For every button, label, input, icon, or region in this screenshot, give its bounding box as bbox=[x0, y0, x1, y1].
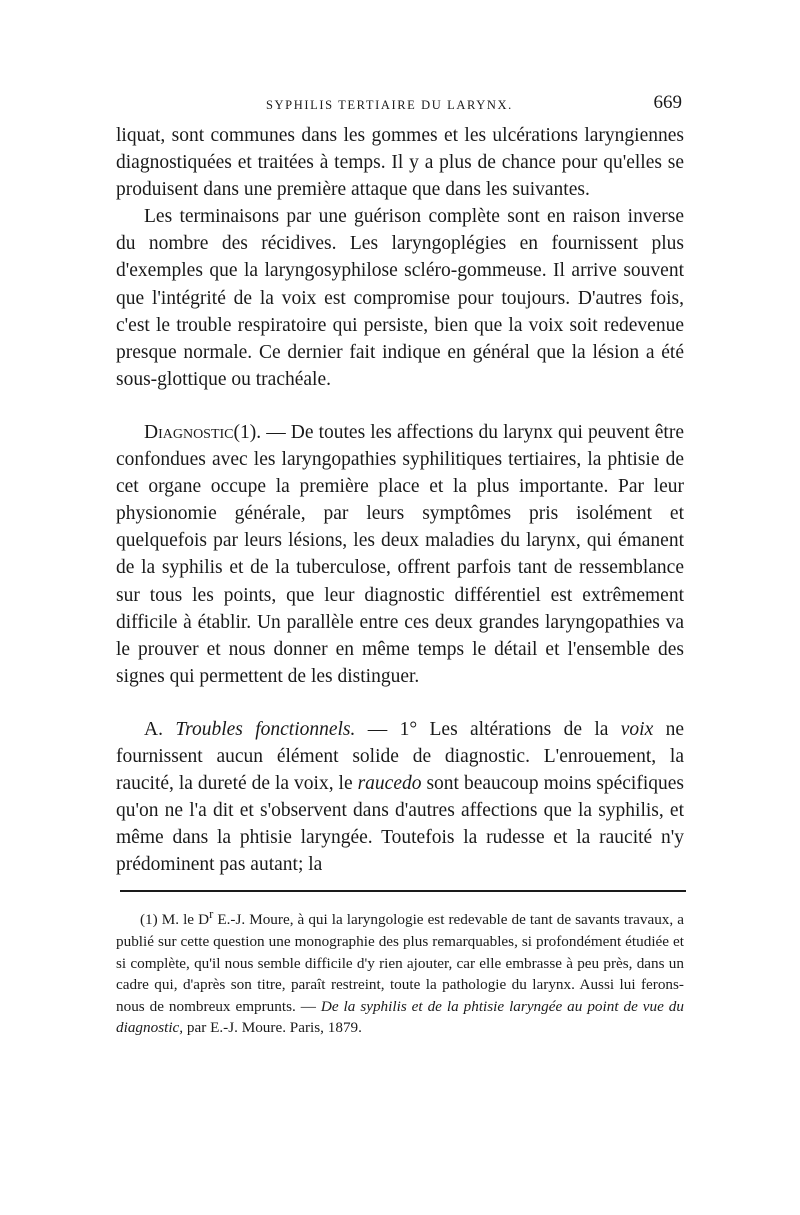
subsection-label: A. bbox=[144, 718, 176, 740]
running-head bbox=[116, 92, 684, 122]
paragraph-gap bbox=[116, 393, 684, 419]
paragraph-1: liquat, sont communes dans les gommes et les ulcérations laryngiennes diagnostiquées et traitées à temps. Il y a plus de chance pour qu'elles se produisent dans une première attaque que dans les suivantes. bbox=[116, 125, 684, 201]
paragraph-gap bbox=[116, 690, 684, 716]
running-title: SYPHILIS TERTIAIRE DU LARYNX. bbox=[266, 98, 513, 112]
page-number: 669 bbox=[653, 92, 682, 113]
paragraph-troubles-text-a: — 1° Les altérations de la bbox=[355, 718, 621, 740]
paragraph-2: Les terminaisons par une guérison complète sont en raison inverse du nombre des récidives. Les laryngoplégies en fournissent plus d'exemples que la laryngosyphilose scléro-gommeuse. Il arrive souvent que l'intégrité de la voix est compromise pour toujours. D'autres fois, c'est le trouble respiratoire qui persiste, bien que la voix soit redevenue presque normale. Ce dernier fait indique en général que la lésion a été sous-glottique ou trachéale. bbox=[116, 206, 684, 390]
body-text bbox=[116, 122, 684, 878]
section-heading-diagnostic: Diagnostic bbox=[144, 421, 234, 443]
footnote-rule bbox=[120, 890, 686, 892]
footnote bbox=[116, 904, 684, 1039]
footnote-sup: r bbox=[209, 907, 214, 922]
term-raucedo: raucedo bbox=[357, 773, 422, 795]
footnote-ref: (1). bbox=[233, 421, 262, 443]
footnote-text-c: par E.-J. Moure. Paris, 1879. bbox=[183, 1019, 362, 1037]
term-voix: voix bbox=[620, 718, 654, 740]
footnote-cited-title: De la syphilis et de la phtisie laryngée au point de vue du diagnostic, bbox=[116, 997, 684, 1037]
footnote-text-b: E.-J. Moure, à qui la laryngologie est redevable de tant de savants travaux, a publié sur cette question une monographie des plus remarquables, si profondément étudiée et si complète, qu'il nous semble difficile d'y rien ajouter, car elle embrasse à peu près, dans un cadre qui, d'après son titre, paraît restreint, toute la pathologie du larynx. Aussi lui ferons-nous de nombreux emprunts. — bbox=[116, 911, 684, 1015]
paragraph-troubles bbox=[116, 716, 684, 879]
book-page bbox=[116, 92, 684, 1054]
footnote-text-a: (1) M. le D bbox=[140, 911, 210, 929]
subsection-title: Troubles fonctionnels. bbox=[175, 718, 356, 740]
paragraph-troubles-text-c: sont beaucoup moins spécifiques qu'on ne l'a dit et s'observent dans d'autres affections que la syphilis, et même dans la phtisie laryngée. Toutefois la rudesse et la raucité n'y prédominent pas autant; la bbox=[116, 773, 684, 876]
paragraph-troubles-text-b: ne fournissent aucun élément solide de diagnostic. L'enrouement, la raucité, la dureté de la voix, le bbox=[116, 718, 684, 795]
paragraph-diagnostic-text: — De toutes les affections du larynx qui peuvent être confondues avec les laryngopathies syphilitiques tertiaires, la phtisie de cet organe occupe la première place et la plus importante. Par leur physionomie générale, par leurs symptômes pris isolément et quelquefois par leurs lésions, les deux maladies du larynx, qui émanent de la syphilis et de la tuberculose, offrent parfois tant de ressemblance sur tous les points, que leur diagnostic différentiel est extrêmement difficile à établir. Un parallèle entre ces deux grandes laryngopathies va le prouver et nous donner en même temps le détail et l'ensemble des signes qui permettent de les distinguer. bbox=[116, 421, 684, 687]
paragraph-diagnostic bbox=[116, 419, 684, 690]
